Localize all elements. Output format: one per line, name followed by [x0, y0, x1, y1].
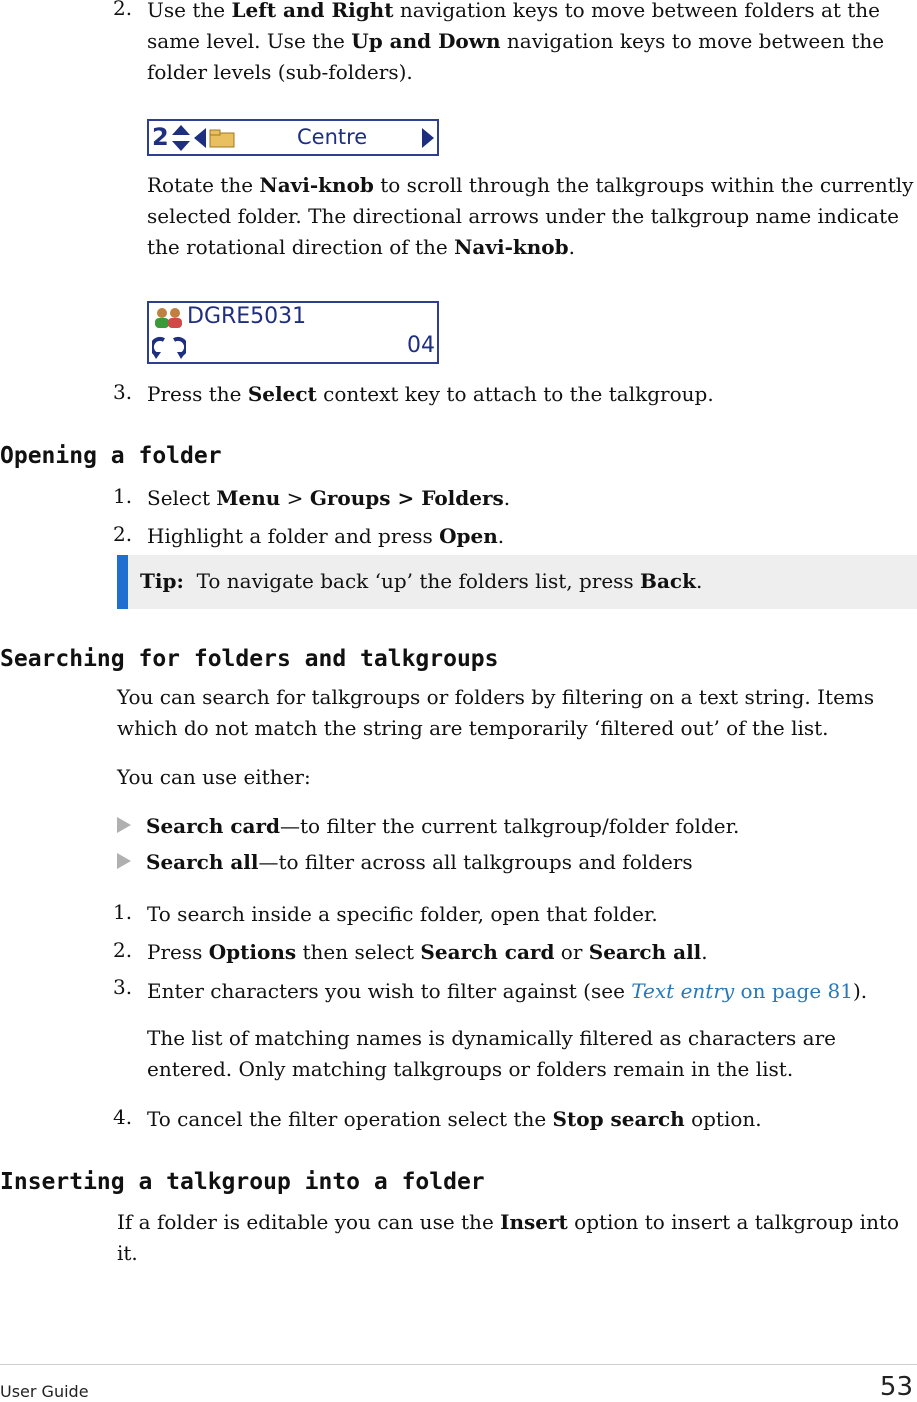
rotate-paragraph: Rotate the Navi-knob to scroll through the talkgroups within the currently selected folder. The directional arrows under the talkgroup name indicate the rotational direction of the Navi-knob.	[147, 173, 914, 259]
searching-either: You can use either:	[117, 765, 311, 789]
opening-step-2: Highlight a folder and press Open.	[147, 524, 505, 548]
page-number: 53	[879, 1372, 913, 1402]
tip-box	[117, 555, 917, 609]
bullet-arrow-icon	[117, 817, 131, 833]
step-number: 3.	[113, 975, 133, 999]
tip-text: Tip: To navigate back ‘up’ the folders list, press Back.	[140, 569, 703, 593]
bullet-search-all: Search all—to filter across all talkgroups and folders	[146, 850, 693, 874]
footer-divider	[0, 1364, 917, 1365]
section-heading-searching: Searching for folders and talkgroups	[0, 646, 499, 672]
step-3-text: Press the Select context key to attach to the talkgroup.	[147, 382, 714, 406]
folder-level-number: 2	[152, 123, 169, 151]
step-number: 1.	[113, 484, 133, 508]
section-heading-inserting: Inserting a talkgroup into a folder	[0, 1169, 485, 1195]
left-arrow-icon	[193, 127, 207, 149]
searching-step-1: To search inside a specific folder, open that folder.	[147, 902, 658, 926]
step-number: 2.	[113, 938, 133, 962]
talkgroup-people-icon	[152, 306, 186, 330]
step-2-text: Use the Left and Right navigation keys to move between folders at the same level. Use the Up and Down navigation keys to move between the folder levels (sub-folders).	[147, 0, 885, 84]
section-heading-opening: Opening a folder	[0, 443, 222, 469]
talkgroup-number: 04	[407, 333, 435, 358]
step-number: 4.	[113, 1105, 133, 1129]
searching-step-4: To cancel the filter operation select the Stop search option.	[147, 1107, 762, 1131]
folder-screen-image	[147, 119, 439, 156]
text-entry-link[interactable]: Text entry on page 81	[631, 979, 853, 1003]
footer-label: User Guide	[0, 1382, 89, 1401]
searching-step-3: Enter characters you wish to filter against (see Text entry on page 81).	[147, 979, 868, 1003]
bullet-search-card: Search card—to filter the current talkgroup/folder folder.	[146, 814, 740, 838]
step-number: 3.	[113, 380, 133, 404]
folder-name: Centre	[297, 125, 368, 149]
up-down-arrows-icon	[171, 124, 191, 152]
folder-icon	[209, 128, 235, 148]
opening-step-1: Select Menu > Groups > Folders.	[147, 486, 511, 510]
searching-step-2: Press Options then select Search card or Search all.	[147, 940, 708, 964]
talkgroup-screen-image	[147, 301, 439, 364]
step-number: 2.	[113, 522, 133, 546]
rotation-arrows-icon	[152, 336, 186, 360]
bullet-arrow-icon	[117, 853, 131, 869]
talkgroup-name: DGRE5031	[187, 304, 307, 329]
searching-step-3-note: The list of matching names is dynamically filtered as characters are entered. Only matching talkgroups or folders remain in the list.	[147, 1026, 836, 1081]
searching-intro: You can search for talkgroups or folders by filtering on a text string. Items which do not match the string are temporarily ‘filtered out’ of the list.	[117, 685, 875, 740]
inserting-paragraph: If a folder is editable you can use the Insert option to insert a talkgroup into it.	[117, 1210, 900, 1265]
right-arrow-icon	[421, 127, 435, 149]
step-number: 1.	[113, 900, 133, 924]
step-number: 2.	[113, 0, 133, 20]
